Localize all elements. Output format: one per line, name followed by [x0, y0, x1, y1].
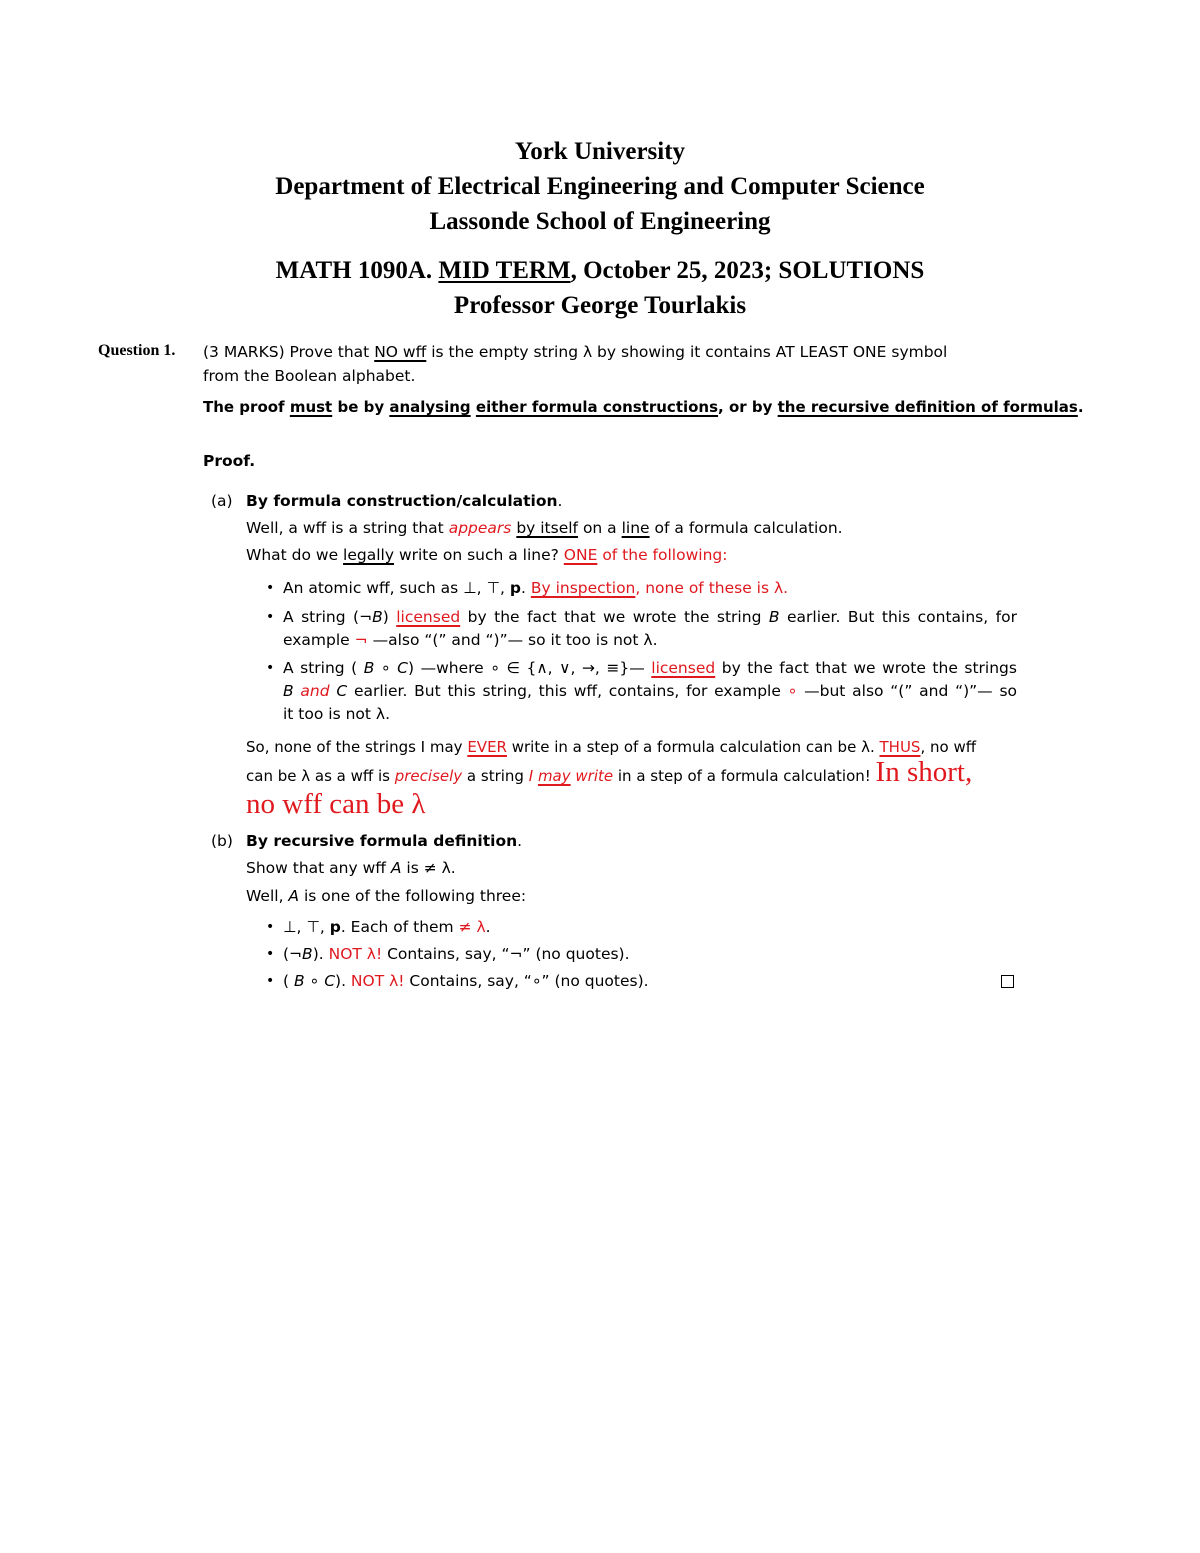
- part-a-bullet-1: An atomic wff, such as ⊥, ⊤, p. By inspection, none of these is λ.: [283, 579, 789, 597]
- course-code: MATH 1090A.: [275, 257, 433, 284]
- qed-box-icon: [1001, 975, 1014, 988]
- part-a-bullet-3-line-2: B and C earlier. But this string, this wff, contains, for example ∘ —but also “(” and “)”— so: [283, 682, 1018, 700]
- part-b-line-2: Well, A is one of the following three:: [246, 887, 527, 905]
- part-a-summary-line-1: So, none of the strings I may EVER write in a step of a formula calculation can be λ. THUS, no wff: [246, 738, 977, 756]
- bullet-icon: •: [266, 580, 275, 596]
- part-b-line-1: Show that any wff A is ≠ λ.: [246, 859, 456, 877]
- part-b-bullet-1: ⊥, ⊤, p. Each of them ≠ λ.: [283, 918, 491, 936]
- school-name: Lassonde School of Engineering: [429, 208, 771, 235]
- question-instruction: The proof must be by analysing either formula constructions, or by the recursive definition of formulas.: [203, 398, 1084, 416]
- part-a-bullet-3-line-1: A string ( B ∘ C) —where ∘ ∈ {∧, ∨, →, ≡}— licensed by the fact that we wrote the strings: [283, 659, 1017, 677]
- question-label: Question 1.: [98, 342, 176, 359]
- part-b-bullet-2: (¬B). NOT λ! Contains, say, “¬” (no quotes).: [283, 945, 630, 963]
- in-short-conclusion: no wff can be λ: [246, 788, 426, 820]
- part-b-title: By recursive formula definition.: [246, 832, 523, 850]
- question-line-2: from the Boolean alphabet.: [203, 367, 416, 385]
- exam-title: [0, 257, 1200, 285]
- part-a-bullet-2-line-2: example ¬ —also “(” and “)”— so it too is not λ.: [283, 631, 658, 649]
- part-a-line-1: Well, a wff is a string that appears by itself on a line of a formula calculation.: [246, 519, 843, 537]
- part-b-label: (b): [211, 832, 233, 850]
- proof-label: Proof.: [203, 452, 256, 470]
- university-name: York University: [514, 138, 686, 165]
- part-a-line-2: What do we legally write on such a line? ONE of the following:: [246, 546, 728, 564]
- part-a-bullet-2-line-1: A string (¬B) licensed by the fact that we wrote the string B earlier. But this contains, for: [283, 608, 1017, 626]
- professor-name: Professor George Tourlakis: [453, 292, 747, 319]
- department-name: Department of Electrical Engineering and Computer Science: [275, 173, 925, 200]
- bullet-icon: •: [266, 919, 275, 935]
- part-a-title: By formula construction/calculation.: [246, 492, 563, 510]
- part-a-summary-line-2: can be λ as a wff is precisely a string I may write in a step of a formula calculation! In short,: [246, 756, 973, 788]
- bullet-icon: •: [266, 946, 275, 962]
- question-line-1: (3 MARKS) Prove that NO wff is the empty string λ by showing it contains AT LEAST ONE symbol: [203, 343, 948, 361]
- part-a-label: (a): [211, 492, 233, 510]
- bullet-icon: •: [266, 973, 275, 989]
- part-a-bullet-3-line-3: it too is not λ.: [283, 705, 391, 723]
- part-b-bullet-3: ( B ∘ C). NOT λ! Contains, say, “∘” (no quotes).: [283, 972, 649, 990]
- exam-date: , October 25, 2023; SOLUTIONS: [570, 257, 925, 284]
- bullet-icon: •: [266, 609, 275, 625]
- bullet-icon: •: [266, 660, 275, 676]
- midterm-label: MID TERM: [438, 257, 571, 284]
